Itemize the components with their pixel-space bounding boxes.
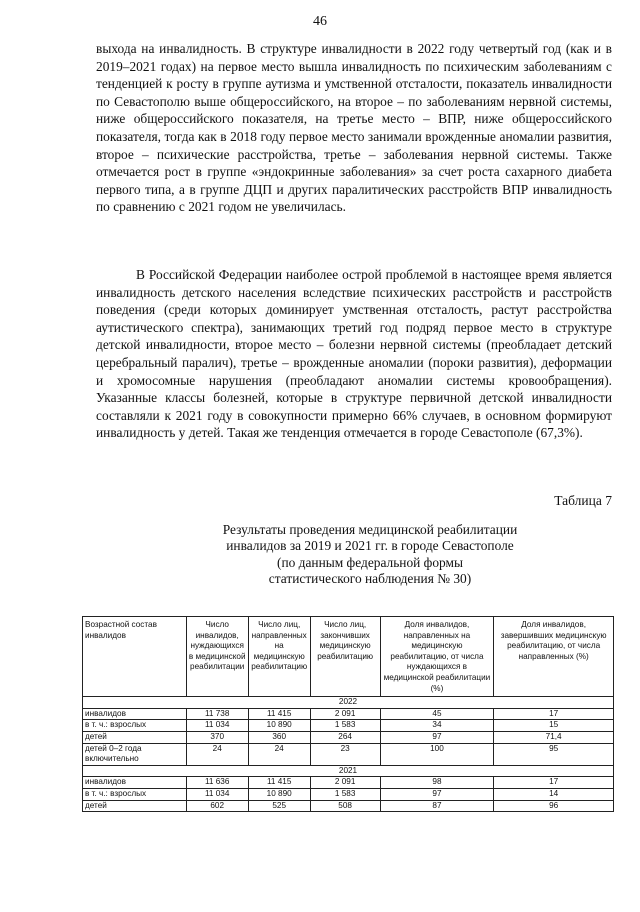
value-cell: 602: [186, 800, 248, 812]
row-label-cell: детей: [83, 731, 187, 743]
value-cell: 71,4: [494, 731, 614, 743]
rehabilitation-table: [82, 616, 614, 812]
value-cell: 24: [248, 743, 310, 765]
value-cell: 98: [380, 777, 494, 789]
value-cell: 11 415: [248, 777, 310, 789]
value-cell: 17: [494, 777, 614, 789]
header-completed: Число лиц, закончивших медицинскую реабилитацию: [310, 617, 380, 697]
row-label-cell: детей: [83, 800, 187, 812]
value-cell: 508: [310, 800, 380, 812]
table-year-row: [83, 697, 614, 709]
header-needing: Число инвалидов, нуждающихся в медицинской реабилитации: [186, 617, 248, 697]
header-share-referred: Доля инвалидов, направленных на медицинскую реабилитацию, от числа нуждающихся в медицинской реабилитации (%): [380, 617, 494, 697]
row-label-cell: детей 0–2 года включительно: [83, 743, 187, 765]
value-cell: 34: [380, 720, 494, 732]
value-cell: 10 890: [248, 788, 310, 800]
paragraph-1: выхода на инвалидность. В структуре инвалидности в 2022 году четвертый год (как и в 2019–2021 годах) на первое место вышла инвалидность по психическим заболеваниям с тенденцией к росту в группе аутизма и умственной отсталости, показатель инвалидности по Севастополю выше общероссийского, на второе – по заболеваниям нервной системы, ниже общероссийского показателя, на третье место – ВПР, ниже общероссийского показателя, тогда как в 2018 году первое место занимали врожденные аномалии развития, второе – психические расстройства, третье – заболевания нервной системы. Также отмечается рост в группе «эндокринные заболевания» за счет роста сахарного диабета первого типа, а в группе ДЦП и других паралитических расстройств ВПР инвалидность по сравнению с 2021 годом не увеличилась.: [96, 41, 612, 215]
value-cell: 87: [380, 800, 494, 812]
value-cell: 525: [248, 800, 310, 812]
value-cell: 11 034: [186, 788, 248, 800]
table-header-row: [83, 617, 614, 697]
table-row: [83, 777, 614, 789]
value-cell: 100: [380, 743, 494, 765]
value-cell: 11 636: [186, 777, 248, 789]
value-cell: 11 738: [186, 708, 248, 720]
value-cell: 45: [380, 708, 494, 720]
value-cell: 264: [310, 731, 380, 743]
table-row: [83, 788, 614, 800]
year-cell: 2021: [83, 765, 614, 777]
table-row: [83, 720, 614, 732]
value-cell: 360: [248, 731, 310, 743]
header-share-completed: Доля инвалидов, завершивших медицинскую реабилитацию, от числа направленных (%): [494, 617, 614, 697]
table-row: [83, 800, 614, 812]
row-label-cell: в т. ч.: взрослых: [83, 720, 187, 732]
value-cell: 15: [494, 720, 614, 732]
paragraph-2: В Российской Федерации наиболее острой проблемой в настоящее время является инвалидность детского населения вследствие психических расстройств и расстройств поведения (среди которых доминирует умственная отсталость, растут расстройства аутистического спектра), занимающих третий год подряд первое место в структуре детской инвалидности, второе место – болезни нервной системы (преобладает детский церебральный паралич), третье – врожденные аномалии (пороки развития), деформации и хромосомные нарушения (преобладают аномалии системы кровообращения). Указанные классы болезней, которые в структуре первичной детской инвалидности составляли к 2021 году в совокупности примерно 66% случаев, в основном формируют инвалидность у детей. Такая же тенденция отмечается в городе Севастополе (67,3%).: [96, 267, 612, 441]
value-cell: 1 583: [310, 720, 380, 732]
table-caption: [140, 522, 600, 588]
value-cell: 11 415: [248, 708, 310, 720]
value-cell: 10 890: [248, 720, 310, 732]
caption-line: статистического наблюдения № 30): [268, 571, 472, 587]
value-cell: 2 091: [310, 708, 380, 720]
row-label-cell: в т. ч.: взрослых: [83, 788, 187, 800]
value-cell: 2 091: [310, 777, 380, 789]
value-cell: 24: [186, 743, 248, 765]
value-cell: 23: [310, 743, 380, 765]
value-cell: 14: [494, 788, 614, 800]
caption-line: Результаты проведения медицинской реабилитации: [222, 522, 518, 537]
page-number: 46: [313, 14, 327, 29]
header-referred: Число лиц, направленных на медицинскую реабилитацию: [248, 617, 310, 697]
caption-line: инвалидов за 2019 и 2021 гг. в городе Севастополе: [226, 538, 514, 554]
caption-line: (по данным федеральной формы: [276, 554, 464, 570]
value-cell: 97: [380, 731, 494, 743]
value-cell: 17: [494, 708, 614, 720]
year-cell: 2022: [83, 697, 614, 709]
table-label: Таблица 7: [554, 493, 612, 508]
value-cell: 95: [494, 743, 614, 765]
table-row: [83, 743, 614, 765]
value-cell: 96: [494, 800, 614, 812]
header-age-group: Возрастной состав инвалидов: [83, 617, 187, 697]
table-year-row: [83, 765, 614, 777]
value-cell: 1 583: [310, 788, 380, 800]
table-row: [83, 708, 614, 720]
value-cell: 97: [380, 788, 494, 800]
value-cell: 370: [186, 731, 248, 743]
value-cell: 11 034: [186, 720, 248, 732]
table-row: [83, 731, 614, 743]
row-label-cell: инвалидов: [83, 708, 187, 720]
row-label-cell: инвалидов: [83, 777, 187, 789]
